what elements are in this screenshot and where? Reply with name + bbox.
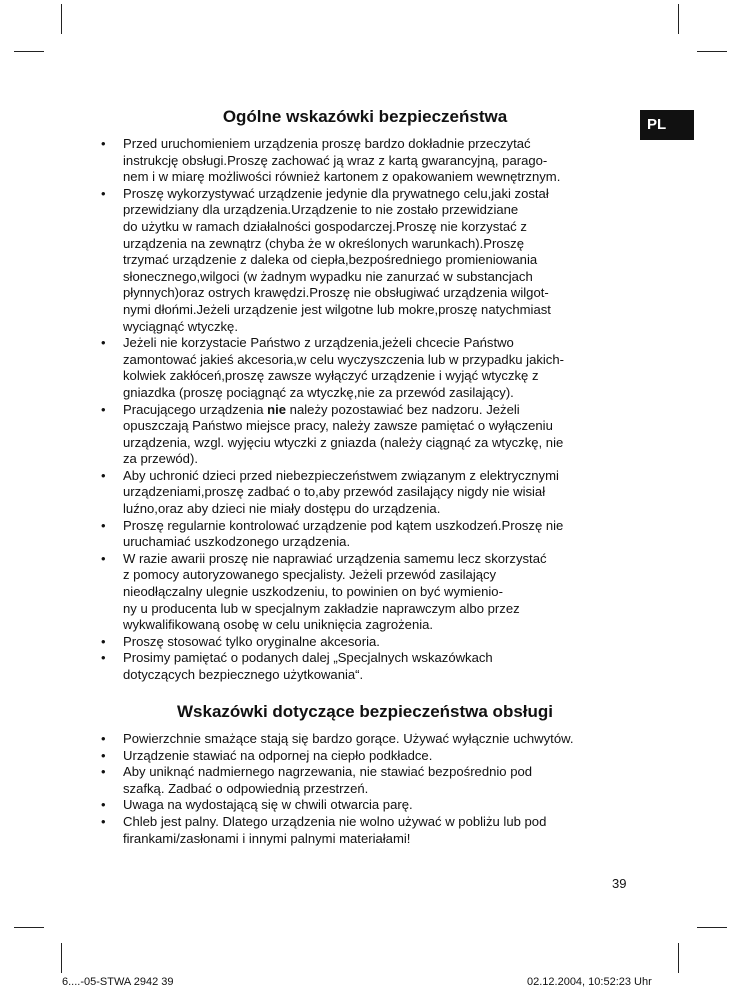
bullet-icon: • bbox=[101, 550, 106, 566]
crop-mark-top-right-h bbox=[697, 51, 727, 52]
crop-mark-top-right bbox=[678, 4, 679, 34]
bullet-icon: • bbox=[101, 797, 106, 813]
list-item: • Urządzenie stawiać na odpornej na ciepło podkładce. bbox=[101, 747, 433, 763]
bullet-icon: • bbox=[101, 401, 106, 417]
crop-mark-top-left-h bbox=[14, 51, 44, 52]
section-title-general-safety: Ogólne wskazówki bezpieczeństwa bbox=[222, 107, 508, 126]
crop-mark-bottom-right bbox=[678, 943, 679, 973]
crop-mark-top-left bbox=[61, 4, 62, 34]
list-item: • Pracującego urządzenia nie należy pozostawiać bez nadzoru. Jeżeli opuszczają Państwo miejsce pracy, należy zawsze pamiętać o wyłączeniu urządzenia, wzgl. wyjęciu wtyczki z gniazda (należy ciągnąć za wtyczkę, nie za przewód). bbox=[0, 402, 739, 468]
bullet-icon: • bbox=[101, 764, 106, 780]
bullet-icon: • bbox=[101, 185, 106, 201]
list-item: • Proszę wykorzystywać urządzenie jedynie dla prywatnego celu,jaki został przewidziany dla urządzenia.Urządzenie to nie zostało przewidziane do użytku w ramach działalności gospodarczej.Proszę nie korzystać z urządzenia na zewnątrz (chyba że w określonych warunkach).Proszę trzymać urządzenie z daleka od ciepła,bezpośredniego promieniowania słonecznego,wilgoci (w żadnym wypadku nie zanurzać w substancjach płynnych)oraz ostrych krawędzi.Proszę nie obsługiwać urządzenia wilgot- nymi dłońmi.Jeżeli urządzenie jest wilgotne lub mokre,proszę natychmiast wyciągnąć wtyczkę. bbox=[101, 185, 551, 334]
crop-mark-bottom-left-h bbox=[14, 927, 44, 928]
general-safety-list bbox=[0, 136, 739, 684]
list-item: • W razie awarii proszę nie naprawiać urządzenia samemu lecz skorzystać z pomocy autoryzowanego specjalisty. Jeżeli przewód zasilający nieodłączalny ulegnie uszkodzeniu, to powinien on być wymienio- ny u producenta lub w specjalnym zakładzie naprawczym albo przez wykwalifikowaną osobę w celu uniknięcia zagrożenia. bbox=[101, 550, 547, 633]
operating-safety-list bbox=[0, 731, 739, 847]
list-item: • Proszę stosować tylko oryginalne akcesoria. bbox=[101, 633, 380, 649]
footer-timestamp: 02.12.2004, 10:52:23 Uhr bbox=[527, 976, 652, 988]
crop-mark-bottom-left bbox=[61, 943, 62, 973]
list-item: • Powierzchnie smażące stają się bardzo gorące. Używać wyłącznie uchwytów. bbox=[101, 731, 574, 746]
page-number: 39 bbox=[612, 876, 627, 891]
crop-mark-bottom-right-h bbox=[697, 927, 727, 928]
list-item: • Aby uchronić dzieci przed niebezpieczeństwem związanym z elektrycznymi urządzeniami,proszę zadbać o to,aby przewód zasilający nigdy nie wisiał luźno,oraz aby dzieci nie miały dostępu do urządzenia. bbox=[101, 467, 559, 517]
language-tab: PL bbox=[640, 110, 694, 140]
list-item: • Chleb jest palny. Dlatego urządzenia nie wolno używać w pobliżu lub pod firankami/zasłonami i innymi palnymi materiałami! bbox=[101, 813, 547, 846]
section-title-operating-safety: Wskazówki dotyczące bezpieczeństwa obsługi bbox=[177, 702, 553, 721]
bullet-icon: • bbox=[101, 136, 106, 151]
bullet-icon: • bbox=[101, 747, 106, 763]
footer-file-info: 6....-05-STWA 2942 39 bbox=[62, 976, 174, 988]
bullet-icon: • bbox=[101, 517, 106, 533]
list-item: • Uwaga na wydostającą się w chwili otwarcia parę. bbox=[101, 797, 413, 813]
bold-line: Pracującego urządzenia nie należy pozostawiać bez nadzoru. Jeżeli bbox=[123, 401, 520, 417]
list-item: • Proszę regularnie kontrolować urządzenie pod kątem uszkodzeń.Proszę nie uruchamiać uszkodzonego urządzenia. bbox=[101, 517, 564, 550]
list-item: • Jeżeli nie korzystacie Państwo z urządzenia,jeżeli chcecie Państwo zamontować jakieś akcesoria,w celu wyczyszczenia lub w przypadku jakich- kolwiek zakłóceń,proszę zawsze wyłączyć urządzenie i wyjąć wtyczkę z gniazdka (proszę pociągnąć za wtyczkę,nie za przewód zasilający). bbox=[101, 335, 564, 400]
bullet-icon: • bbox=[101, 731, 106, 746]
bullet-icon: • bbox=[101, 633, 106, 649]
bullet-icon: • bbox=[101, 650, 106, 666]
bullet-icon: • bbox=[101, 813, 106, 829]
bullet-icon: • bbox=[101, 467, 106, 483]
bullet-icon: • bbox=[101, 335, 106, 351]
list-item: • Przed uruchomieniem urządzenia proszę bardzo dokładnie przeczytać instrukcję obsługi.Proszę zachować ją wraz z kartą gwarancyjną, parago- nem i w miarę możliwości również kartonem z opakowaniem wewnętrznym. bbox=[101, 136, 561, 185]
list-item: • Prosimy pamiętać o podanych dalej „Specjalnych wskazówkach dotyczących bezpiecznego użytkowania“. bbox=[101, 650, 493, 682]
list-item: • Aby uniknąć nadmiernego nagrzewania, nie stawiać bezpośrednio pod szafką. Zadbać o odpowiednią przestrzeń. bbox=[101, 764, 533, 796]
